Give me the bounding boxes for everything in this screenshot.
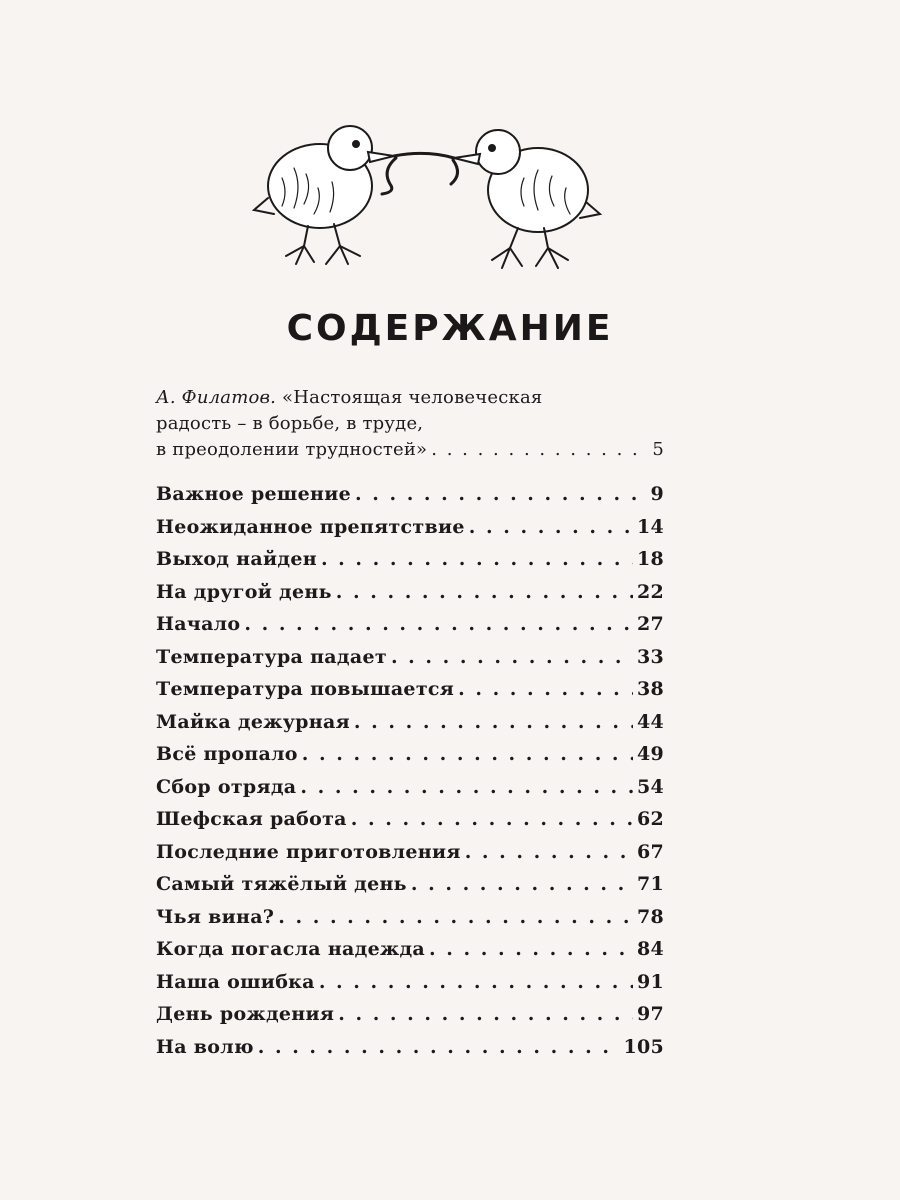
entry-title: Шефская работа [156, 808, 347, 830]
toc-entry [156, 516, 664, 549]
entry-title: Температура падает [156, 645, 387, 668]
entry-title: На волю [156, 1035, 254, 1058]
intro-author: А. Филатов. [156, 387, 277, 408]
dot-leader [469, 516, 633, 538]
entry-page-number: 67 [636, 840, 664, 863]
entry-title: Майка дежурная [156, 710, 350, 733]
entry-page-number: 33 [636, 645, 664, 668]
entry-title: На другой день [156, 580, 332, 603]
entry-page-number: 54 [636, 775, 664, 798]
entry-page-number: 14 [636, 515, 664, 538]
toc-entry [156, 483, 664, 516]
entry-page-number: 78 [636, 905, 664, 928]
left-chick-drawing [254, 126, 394, 264]
toc-entry [156, 1036, 664, 1069]
dot-leader [338, 1003, 633, 1025]
dot-leader [351, 808, 633, 830]
dot-leader [429, 938, 633, 960]
entry-title: Самый тяжёлый день [156, 873, 407, 895]
entry-page-number: 9 [650, 483, 664, 505]
intro-line-3: в преодолении трудностей» [156, 439, 428, 460]
toc-entry [156, 873, 664, 906]
dot-leader [302, 743, 633, 765]
toc-entry [156, 613, 664, 646]
intro-line-1: «Настоящая человеческая [282, 387, 543, 408]
dot-leader [354, 711, 633, 733]
dot-leader [321, 548, 633, 570]
entry-title: Важное решение [156, 483, 352, 505]
toc-entry [156, 1003, 664, 1036]
toc-entries [156, 483, 664, 1068]
page-title: СОДЕРЖАНИЕ [286, 308, 614, 349]
entry-title: Сбор отряда [156, 775, 297, 798]
toc-entry [156, 711, 664, 744]
entry-page-number: 71 [636, 873, 664, 895]
intro-line-2: радость – в борьбе, в труде, [156, 413, 424, 434]
entry-page-number: 18 [636, 548, 664, 570]
entry-page-number: 105 [623, 1035, 664, 1058]
dot-leader [244, 613, 633, 635]
dot-leader [431, 437, 648, 463]
entry-page-number: 38 [636, 678, 664, 700]
dot-leader [458, 678, 633, 700]
entry-page-number: 84 [636, 938, 664, 960]
intro-page-number: 5 [652, 439, 664, 460]
dot-leader [319, 971, 633, 993]
dot-leader [336, 581, 633, 603]
worm-drawing [394, 153, 454, 158]
entry-title: Последние приготовления [156, 840, 461, 863]
toc-entry [156, 776, 664, 809]
dot-leader [411, 873, 633, 895]
dot-leader [278, 906, 633, 928]
toc-entry [156, 841, 664, 874]
dot-leader [258, 1036, 620, 1058]
toc-entry [156, 906, 664, 939]
entry-title: Выход найден [156, 548, 317, 570]
entry-page-number: 97 [636, 1003, 664, 1025]
entry-title: Начало [156, 613, 241, 635]
entry-page-number: 44 [636, 710, 664, 733]
toc-entry [156, 938, 664, 971]
entry-title: День рождения [156, 1003, 335, 1025]
toc-entry [156, 581, 664, 614]
entry-page-number: 22 [636, 580, 664, 603]
entry-page-number: 27 [636, 613, 664, 635]
toc-entry [156, 971, 664, 1004]
entry-title: Неожиданное препятствие [156, 515, 465, 538]
toc-entry [156, 808, 664, 841]
toc-entry [156, 548, 664, 581]
toc-intro-entry [156, 385, 664, 463]
entry-title: Всё пропало [156, 743, 298, 765]
table-of-contents [156, 385, 664, 1068]
chicks-tug-of-war-illustration [248, 118, 608, 278]
entry-title: Чья вина? [156, 905, 275, 928]
right-chick-drawing [454, 130, 600, 268]
dot-leader [355, 483, 646, 505]
entry-title: Температура повышается [156, 678, 455, 700]
entry-page-number: 91 [636, 970, 664, 993]
dot-leader [465, 841, 633, 863]
toc-entry [156, 646, 664, 679]
entry-page-number: 49 [636, 743, 664, 765]
dot-leader [300, 776, 633, 798]
toc-entry [156, 678, 664, 711]
toc-entry [156, 743, 664, 776]
entry-title: Наша ошибка [156, 970, 315, 993]
dot-leader [391, 646, 633, 668]
entry-title: Когда погасла надежда [156, 938, 426, 960]
entry-page-number: 62 [636, 808, 664, 830]
